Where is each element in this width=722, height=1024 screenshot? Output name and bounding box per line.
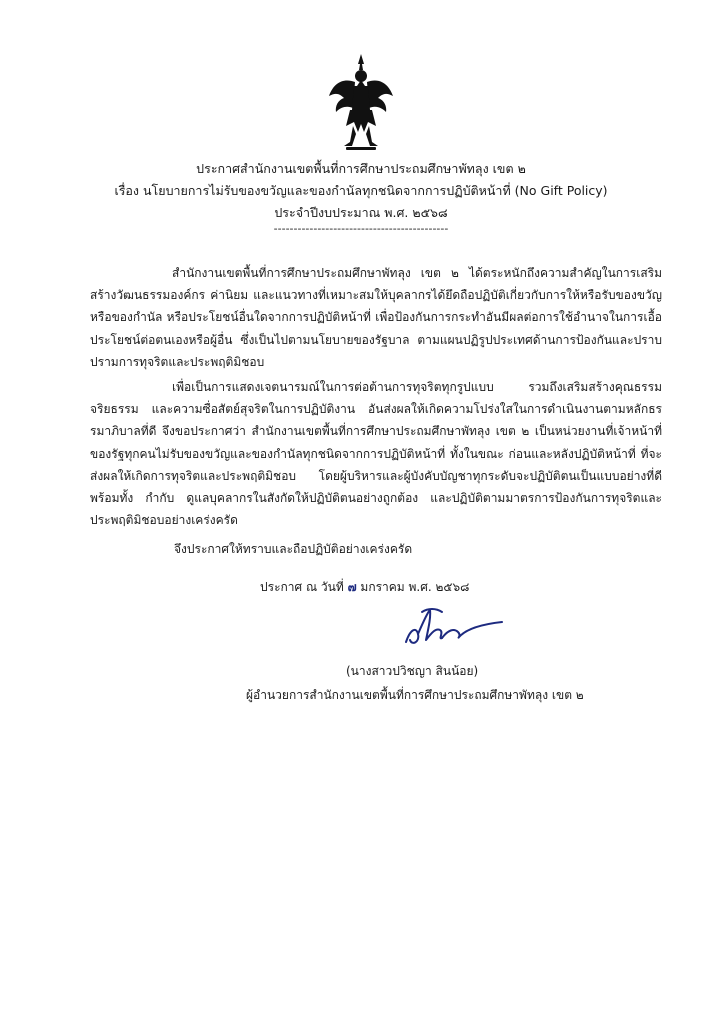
body-paragraph-1	[90, 262, 662, 373]
announcement-heading	[60, 158, 662, 224]
announcement-dateline	[260, 578, 469, 597]
handwritten-signature	[398, 600, 508, 654]
announcement-subject: เรื่อง นโยบายการไม่รับของขวัญและของกำนัลทุกชนิดจากการปฏิบัติหน้าที่ (No Gift Policy)	[114, 183, 608, 198]
fiscal-year-line: ประจำปีงบประมาณ พ.ศ. ๒๕๖๘	[274, 205, 448, 220]
closing-statement: จึงประกาศให้ทราบและถือปฏิบัติอย่างเคร่งครัด	[174, 542, 413, 556]
body-paragraph-2	[90, 376, 662, 531]
announcement-title: ประกาศสำนักงานเขตพื้นที่การศึกษาประถมศึกษาพัทลุง เขต ๒	[196, 161, 526, 176]
garuda-emblem-icon	[326, 52, 396, 152]
dateline-suffix: มกราคม พ.ศ. ๒๕๖๘	[356, 580, 470, 594]
heading-divider: --------------------------------------------	[273, 222, 449, 235]
paragraph-2-text: เพื่อเป็นการแสดงเจตนารมณ์ในการต่อต้านการทุจริตทุกรูปแบบ รวมถึงเสริมสร้างคุณธรรม จริยธรรม และความซื่อสัตย์สุจริตในการปฏิบัติงาน อันส่งผลให้เกิดความโปร่งใสในการดำเนินงานตามหลักธรรมาภิบาลที่ดี จึงขอประกาศว่า สำนักงานเขตพื้นที่การศึกษาประถมศึกษาพัทลุง เขต ๒ เป็นหน่วยงานที่เจ้าหน้าที่ของรัฐทุกคนไม่รับของขวัญและของกำนัลทุกชนิดจากการปฏิบัติหน้าที่ ทั้งในขณะ ก่อนและหลังปฏิบัติหน้าที่ ที่จะส่งผลให้เกิดการทุจริตและประพฤติมิชอบ โดยผู้บริหารและผู้บังคับบัญชาทุกระดับจะปฏิบัติตนเป็นแบบอย่างที่ดี พร้อมทั้ง กำกับ ดูแลบุคลากรในสังกัดให้ปฏิบัติตนอย่างถูกต้อง และปฏิบัติตามมาตรการป้องกันการทุจริตและประพฤติมิชอบอย่างเคร่งครัด	[90, 380, 662, 528]
dateline-prefix: ประกาศ ณ วันที่	[260, 580, 348, 594]
signer-name: (นางสาวปวิชญา สินน้อย)	[346, 664, 479, 678]
signer-title: ผู้อำนวยการสำนักงานเขตพื้นที่การศึกษาประถมศึกษาพัทลุง เขต ๒	[246, 688, 584, 702]
dateline-day: ๗	[347, 580, 357, 594]
paragraph-1-text: สำนักงานเขตพื้นที่การศึกษาประถมศึกษาพัทลุง เขต ๒ ได้ตระหนักถึงความสำคัญในการเสริมสร้างวัฒนธรรมองค์กร ค่านิยม และแนวทางที่เหมาะสมให้บุคลากรได้ยึดถือปฏิบัติเกี่ยวกับการให้หรือรับของขวัญหรือของกำนัล หรือประโยชน์อื่นใดจากการปฏิบัติหน้าที่ เพื่อป้องกันการกระทำอันมีผลต่อการใช้อำนาจในการเอื้อประโยชน์ต่อตนเองหรือผู้อื่น ซึ่งเป็นไปตามนโยบายของรัฐบาล ตามแผนปฏิรูปประเทศด้านการป้องกันและปราบปรามการทุจริตและประพฤติมิชอบ	[90, 266, 662, 369]
